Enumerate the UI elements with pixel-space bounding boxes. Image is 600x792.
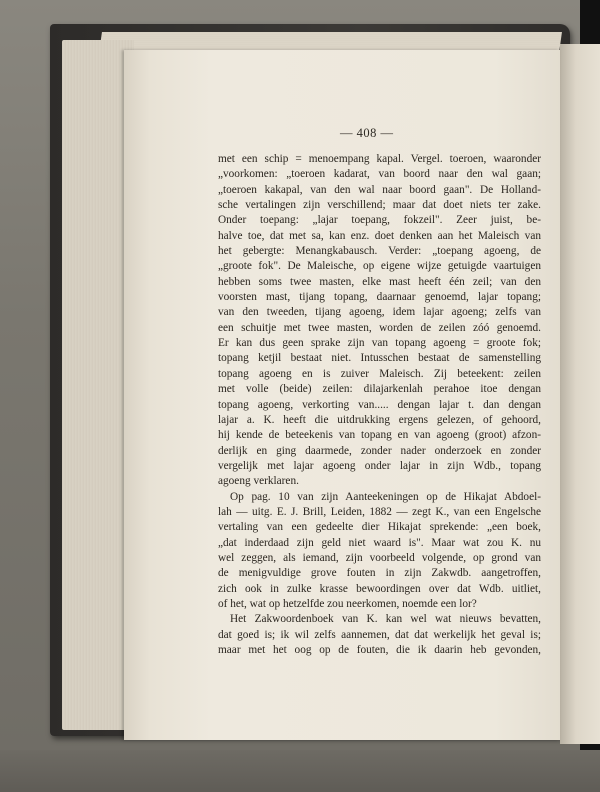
text-line: topang agoeng en is zuiver Maleisch. Zij beteekent: zeilen bbox=[218, 367, 541, 380]
facing-page-edge bbox=[560, 44, 600, 744]
text-line: hebben soms twee masten, elke mast heeft één zeil; van den bbox=[218, 275, 541, 288]
text-line: het gebergte: Menangkabausch. Verder: „toepang agoeng, de bbox=[218, 245, 541, 258]
text-line: dat goed is; ik wil zelfs aannemen, dat dat werkelijk het geval is; bbox=[218, 628, 541, 641]
text-line: Onder toepang: „lajar toepang, fokzeil". Zeer juist, be- bbox=[218, 214, 541, 227]
text-line: „voorkomen: „toeroen kadarat, van boord naar den wal gaan; bbox=[218, 168, 541, 181]
text-line: derlijk en ging daarmede, zonder nader onderzoek en zonder bbox=[218, 444, 541, 457]
text-line: een schuitje met twee masten, worden de zeilen zóó genoemd. bbox=[218, 321, 541, 334]
text-line: „toeroen kakapal, van den wal naar boord gaan". De Holland- bbox=[218, 183, 541, 196]
text-line: topang ketjil bestaat niet. Intusschen bestaat de samenstelling bbox=[218, 352, 541, 365]
page-number: — 408 — bbox=[340, 126, 394, 140]
text-line: „dat inderdaad zijn geld niet waard is". Maar wat zou K. nu bbox=[218, 536, 541, 549]
table-surface bbox=[0, 750, 600, 792]
text-line: voorsten mast, tijang topang, daarnaar genoemd, lajar topang; bbox=[218, 291, 541, 304]
text-line: agoeng verklaren. bbox=[218, 475, 299, 488]
body-text bbox=[218, 152, 541, 658]
text-line: lah — uitg. E. J. Brill, Leiden, 1882 — zegt K., van een Engelsche bbox=[218, 505, 541, 518]
text-line: sche vertalingen zijn verschillend; maar dat doet niets ter zake. bbox=[218, 199, 541, 212]
text-line: hij kende de beteekenis van topang en van agoeng (groot) afzon- bbox=[218, 429, 541, 442]
text-line: met een schip = menoempang kapal. Vergel. toeroen, waaronder bbox=[218, 153, 541, 165]
text-line: met volle (beide) zeilen: dilajarkenlah perahoe itoe dengan bbox=[218, 383, 541, 396]
text-line: halve toe, dat met sa, kan enz. doet denken aan het Maleisch van bbox=[218, 229, 541, 242]
text-line: de menigvuldige grove fouten in zijn Zakwdb. aangetroffen, bbox=[218, 567, 541, 580]
text-line: vertaling van een gedeelte dier Hikajat sprekende: „een boek, bbox=[218, 521, 541, 534]
text-line: Op pag. 10 van zijn Aanteekeningen op de Hikajat Abdoel- bbox=[230, 490, 541, 503]
text-line: zich ook in zulke krasse bewoordingen over dat Wdb. uitliet, bbox=[218, 582, 541, 595]
text-line: of het, wat op hetzelfde zou neerkomen, noemde een lor? bbox=[218, 597, 477, 610]
text-line: Er kan dus geen sprake zijn van topang agoeng = groote fok; bbox=[218, 337, 541, 350]
text-line: Het Zakwoordenboek van K. kan wel wat nieuws bevatten, bbox=[230, 613, 541, 626]
text-line: topang agoeng, verkorting van..... dengan lajar t. dan dengan bbox=[218, 398, 541, 411]
text-line: vergelijk met lajar agoeng onder lajar in zijn Wdb., topang bbox=[218, 459, 541, 472]
text-line: lajar a. K. heeft die uitdrukking ergens gelezen, of gehoord, bbox=[218, 413, 541, 426]
text-line: van den tweeden, tijang agoeng, idem lajar agoeng; zelfs van bbox=[218, 306, 541, 319]
text-line: „groote fok". De Maleische, op eigene wijze getuigde vaartuigen bbox=[218, 260, 541, 273]
text-line: wel zeggen, als iemand, zijn voorbeeld volgende, op grond van bbox=[218, 551, 541, 564]
text-line: maar met het oog op de fouten, die ik daarin heb gevonden, bbox=[218, 644, 541, 656]
